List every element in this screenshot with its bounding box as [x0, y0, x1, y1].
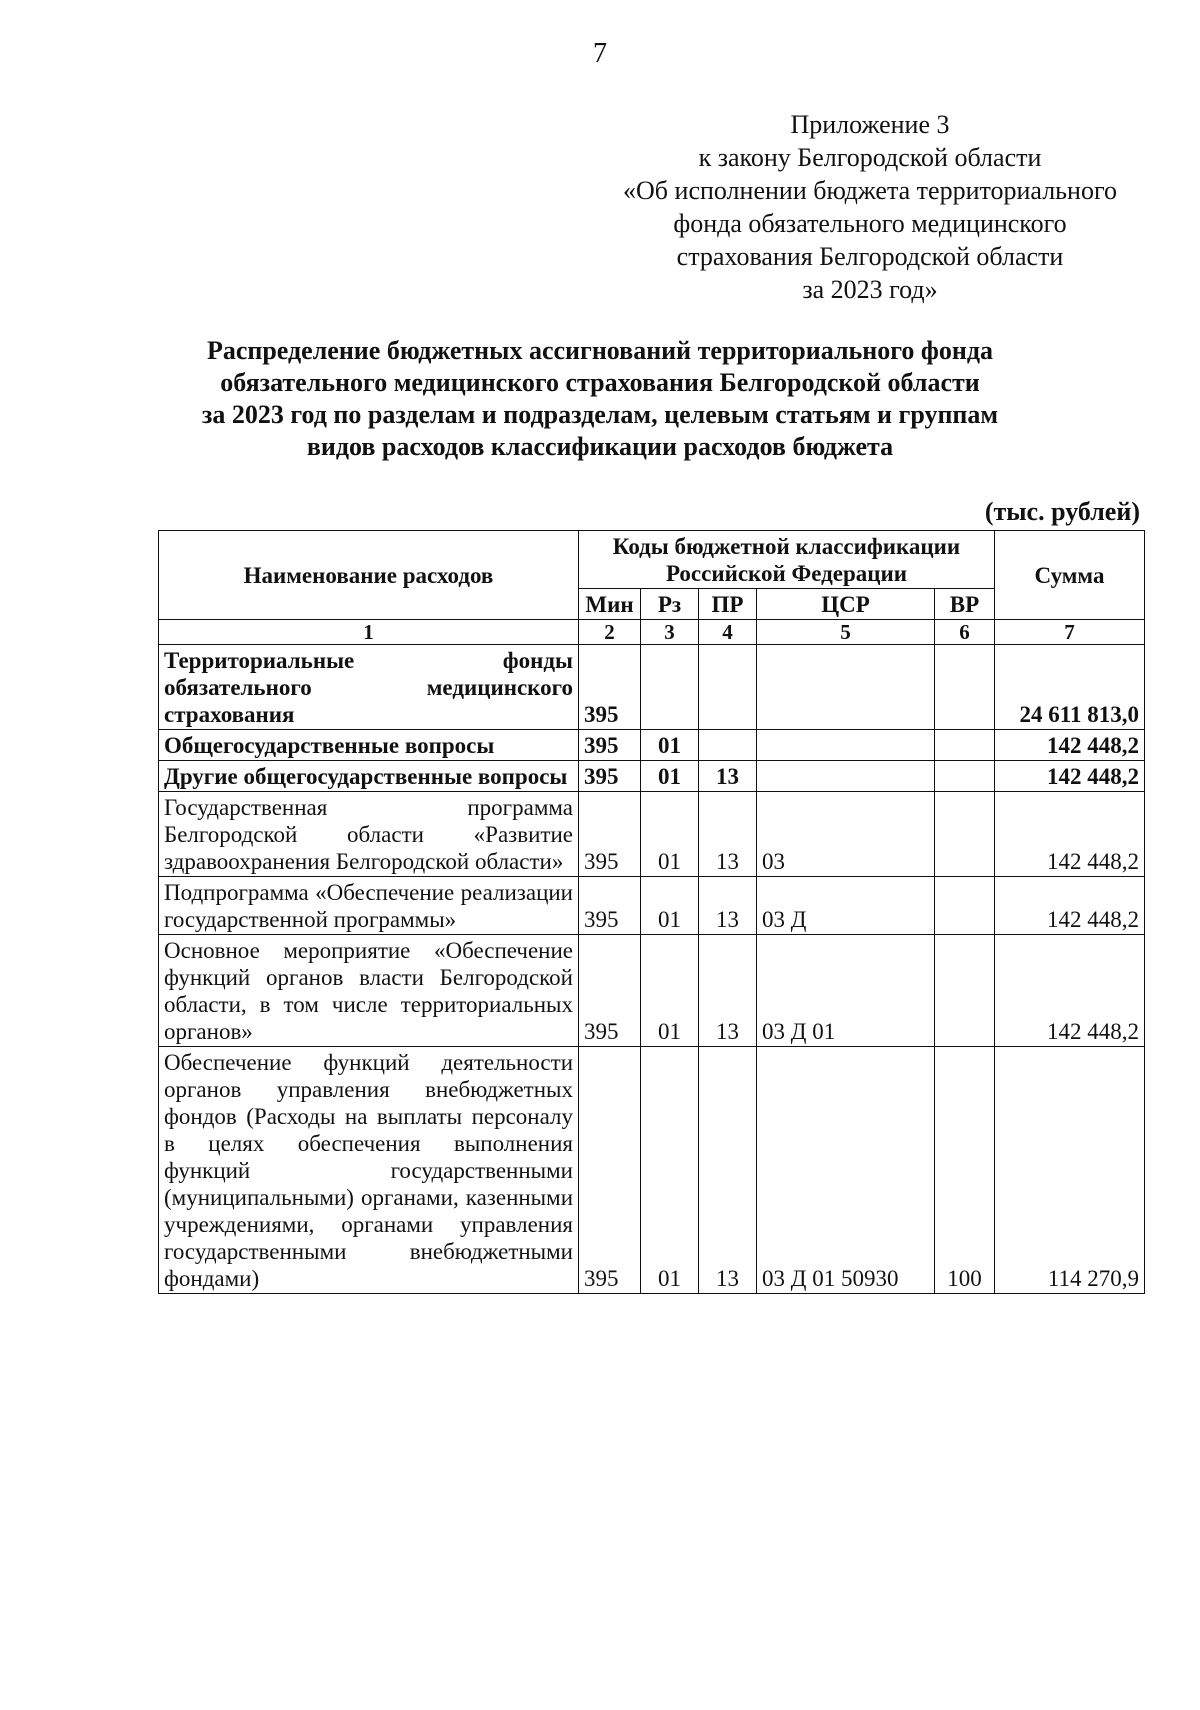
table-row: [159, 877, 1145, 935]
row-sum: 142 448,2: [995, 761, 1145, 792]
document-title: [150, 335, 1050, 463]
row-rz: 01: [641, 1047, 699, 1294]
row-rz: 01: [641, 761, 699, 792]
row-vr: 100: [935, 1047, 995, 1294]
row-csr: [757, 645, 935, 730]
title-line: за 2023 год по разделам и подразделам, целевым статьям и группам: [201, 400, 999, 429]
title-line: Распределение бюджетных ассигнований территориального фонда: [206, 336, 994, 365]
row-pr: 13: [699, 1047, 757, 1294]
row-rz: [641, 645, 699, 730]
row-sum: 24 611 813,0: [995, 645, 1145, 730]
row-pr: 13: [699, 761, 757, 792]
row-vr: [935, 645, 995, 730]
column-number: 1: [159, 620, 579, 645]
column-number: 5: [757, 620, 935, 645]
header-codes-group: Коды бюджетной классификации Российской Федерации: [579, 531, 995, 589]
row-csr: 03: [757, 792, 935, 877]
table-row: [159, 761, 1145, 792]
appendix-line: «Об исполнении бюджета территориального: [623, 176, 1117, 205]
row-min: 395: [579, 761, 641, 792]
row-min: 395: [579, 1047, 641, 1294]
row-rz: 01: [641, 935, 699, 1047]
header-pr: ПР: [699, 589, 757, 620]
header-sum: Сумма: [995, 531, 1145, 620]
row-sum: 114 270,9: [995, 1047, 1145, 1294]
row-min: 395: [579, 730, 641, 761]
row-name: Обеспечение функций деятельности органов управления внебюджетных фондов (Расходы на выплаты персоналу в целях обеспечения выполнения функций государственными (муниципальными) органами, казенными учреждениями, органами управления государственными внебюджетными фондами): [159, 1047, 579, 1294]
title-line: видов расходов классификации расходов бюджета: [306, 432, 894, 461]
column-number: 3: [641, 620, 699, 645]
row-min: 395: [579, 645, 641, 730]
row-name: Территориальные фонды обязательного медицинского страхования: [159, 645, 579, 730]
row-vr: [935, 761, 995, 792]
row-rz: 01: [641, 730, 699, 761]
title-line: обязательного медицинского страхования Белгородской области: [220, 368, 980, 397]
row-name: Другие общегосударственные вопросы: [159, 761, 579, 792]
table-row: [159, 730, 1145, 761]
appendix-line: Приложение 3: [790, 110, 950, 139]
table-header-row: [159, 531, 1145, 589]
table-row: [159, 1047, 1145, 1294]
row-name: Общегосударственные вопросы: [159, 730, 579, 761]
row-pr: 13: [699, 935, 757, 1047]
appendix-line: к закону Белгородской области: [698, 143, 1042, 172]
table-row: [159, 792, 1145, 877]
row-vr: [935, 935, 995, 1047]
row-pr: [699, 645, 757, 730]
column-number: 6: [935, 620, 995, 645]
row-rz: 01: [641, 877, 699, 935]
column-number: 4: [699, 620, 757, 645]
header-rz: Рз: [641, 589, 699, 620]
page-number: 7: [593, 38, 607, 69]
row-csr: [757, 730, 935, 761]
column-number: 2: [579, 620, 641, 645]
row-name: Государственная программа Белгородской области «Развитие здравоохранения Белгородской области»: [159, 792, 579, 877]
appendix-note: [560, 108, 1180, 306]
row-sum: 142 448,2: [995, 935, 1145, 1047]
row-min: 395: [579, 935, 641, 1047]
header-csr: ЦСР: [757, 589, 935, 620]
row-name: Основное мероприятие «Обеспечение функций органов власти Белгородской области, в том числе территориальных органов»: [159, 935, 579, 1047]
table-row: [159, 935, 1145, 1047]
budget-table: [158, 530, 1145, 1294]
row-rz: 01: [641, 792, 699, 877]
column-number: 7: [995, 620, 1145, 645]
table-row: [159, 645, 1145, 730]
row-vr: [935, 877, 995, 935]
header-name: Наименование расходов: [159, 531, 579, 620]
row-csr: 03 Д 01 50930: [757, 1047, 935, 1294]
row-sum: 142 448,2: [995, 730, 1145, 761]
row-sum: 142 448,2: [995, 877, 1145, 935]
header-min: Мин: [579, 589, 641, 620]
row-name: Подпрограмма «Обеспечение реализации государственной программы»: [159, 877, 579, 935]
row-pr: 13: [699, 877, 757, 935]
row-pr: 13: [699, 792, 757, 877]
row-min: 395: [579, 877, 641, 935]
appendix-line: фонда обязательного медицинского: [673, 209, 1067, 238]
header-vr: ВР: [935, 589, 995, 620]
row-sum: 142 448,2: [995, 792, 1145, 877]
units-label: (тыс. рублей): [984, 497, 1140, 526]
row-min: 395: [579, 792, 641, 877]
column-number-row: [159, 620, 1145, 645]
row-csr: 03 Д 01: [757, 935, 935, 1047]
appendix-line: страхования Белгородской области: [676, 242, 1064, 271]
row-csr: [757, 761, 935, 792]
row-pr: [699, 730, 757, 761]
row-vr: [935, 792, 995, 877]
row-csr: 03 Д: [757, 877, 935, 935]
appendix-line: за 2023 год»: [802, 275, 938, 304]
row-vr: [935, 730, 995, 761]
